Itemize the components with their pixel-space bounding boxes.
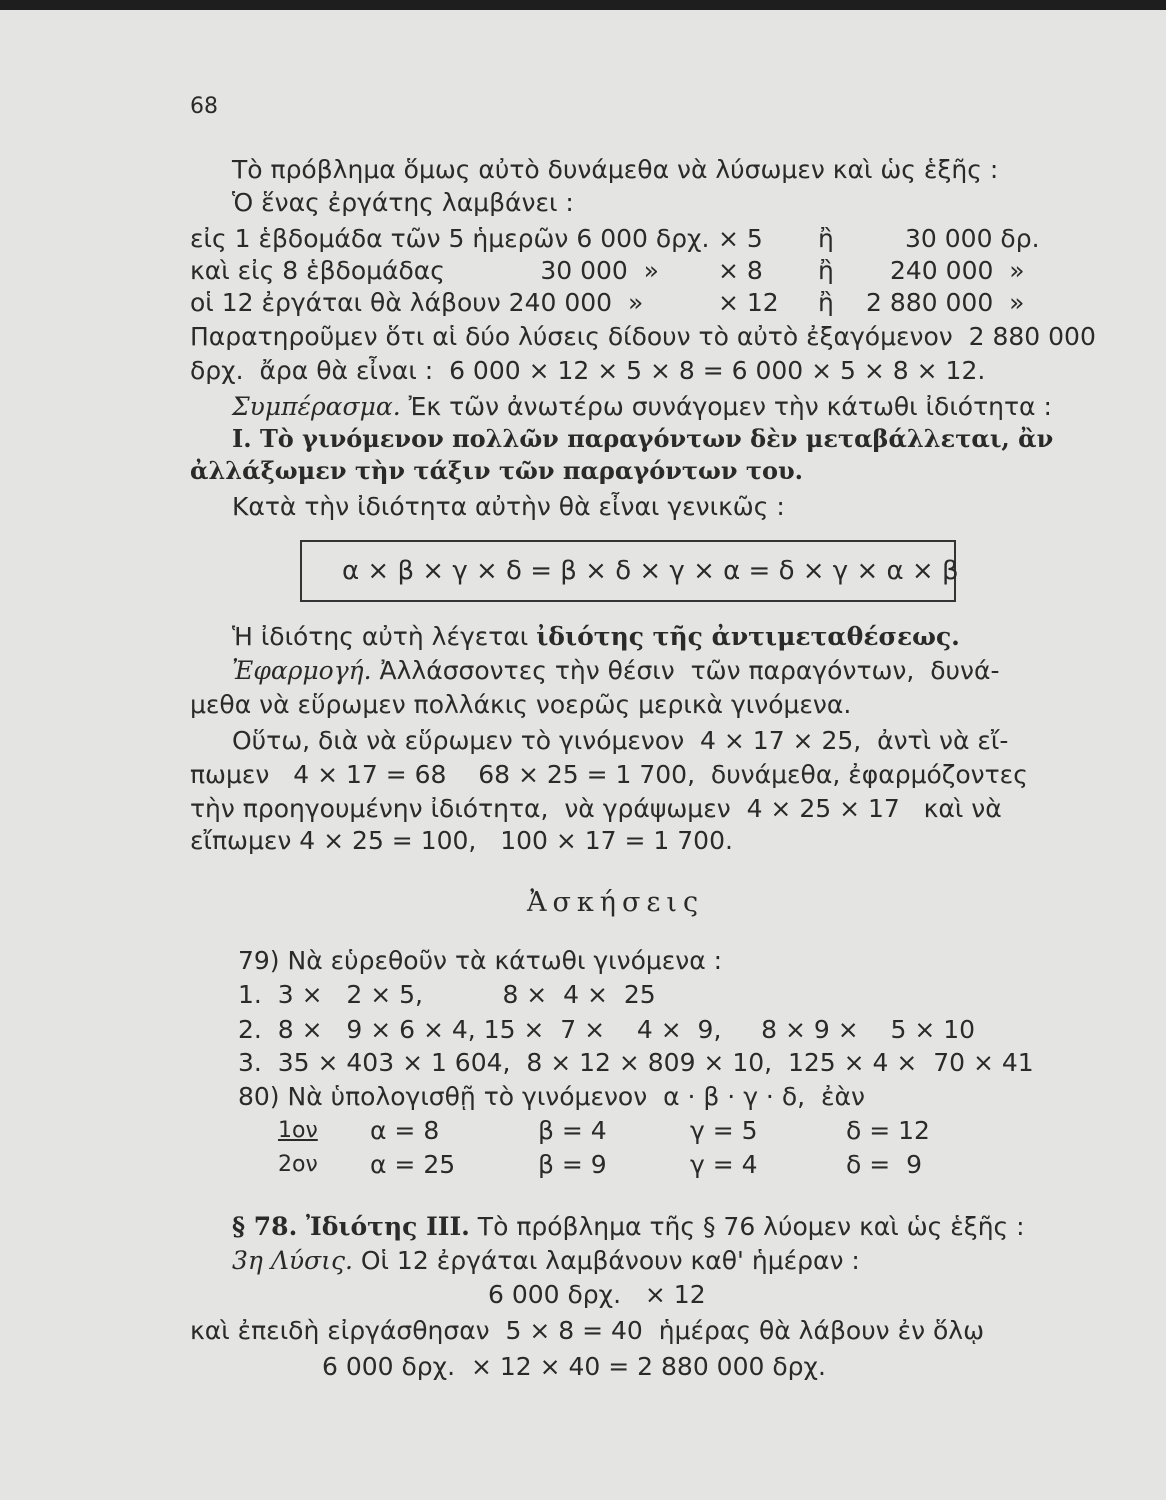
conclusion-text: Ἐκ τῶν ἀνωτέρω συνάγομεν τὴν κάτωθι ἰδιότητα : (400, 392, 1052, 421)
conclusion-label: Συμπέρασμα. (232, 392, 401, 421)
exercise-80-title: 80) Νὰ ὑπολογισθῇ τὸ γινόμενον α · β · γ · δ, ἐὰν (238, 1082, 865, 1111)
exercises-heading: Ἀσκήσεις (527, 887, 705, 918)
observe-line-1: Παρατηροῦμεν ὅτι αἱ δύο λύσεις δίδουν τὸ αὐτὸ ἐξαγόμενον 2 880 000 (190, 322, 1096, 351)
property-name-prefix: Ἡ ἰδιότης αὐτὴ λέγεται (232, 622, 537, 651)
exercise-79-item: 2. 8 × 9 × 6 × 4, 15 × 7 × 4 × 9, 8 × 9 × 5 × 10 (238, 1015, 976, 1044)
generally-line: Κατὰ τὴν ἰδιότητα αὐτὴν θὰ εἶναι γενικῶς : (232, 492, 785, 521)
value-delta: δ = 12 (846, 1116, 930, 1145)
application-line-2: μεθα νὰ εὕρωμεν πολλάκις νοερῶς μερικὰ γινόμενα. (190, 690, 852, 719)
calc-result: 2 880 000 » (866, 288, 1025, 317)
property-name: ἰδιότης τῆς ἀντιμεταθέσεως. (536, 622, 960, 651)
value-beta: β = 4 (538, 1116, 607, 1145)
final-line-3: 6 000 δρχ. × 12 × 40 = 2 880 000 δρχ. (322, 1352, 826, 1381)
value-alpha: α = 25 (370, 1150, 456, 1179)
scan-top-edge (0, 0, 1166, 10)
value-gamma: γ = 4 (690, 1150, 758, 1179)
final-line-1: 6 000 δρχ. × 12 (488, 1280, 706, 1309)
calc-text: οἱ 12 ἐργάται θὰ λάβουν 240 000 » (190, 288, 644, 317)
application-line-5: τὴν προηγουμένην ἰδιότητα, νὰ γράψωμεν 4 × 25 × 17 καὶ νὰ (190, 794, 1002, 823)
calc-result: 240 000 » (890, 256, 1025, 285)
intro-line-2: Ὁ ἕνας ἐργάτης λαμβάνει : (232, 188, 574, 217)
application-line-1 (232, 656, 999, 686)
observe-line-2: δρχ. ἄρα θὰ εἶναι : 6 000 × 12 × 5 × 8 = 6 000 × 5 × 8 × 12. (190, 356, 986, 385)
calc-eq: ἢ (818, 256, 834, 285)
page-number: 68 (190, 94, 218, 119)
solution-text: Οἱ 12 ἐργάται λαμβάνουν καθ' ἡμέραν : (352, 1246, 860, 1275)
calc-text: καὶ εἰς 8 ἑβδομάδας 30 000 » (190, 256, 659, 285)
application-text: Ἀλλάσσοντες τὴν θέσιν τῶν παραγόντων, δυνά- (371, 656, 1000, 685)
exercise-79-title: 79) Νὰ εὑρεθοῦν τὰ κάτωθι γινόμενα : (238, 946, 723, 975)
application-line-6: εἴπωμεν 4 × 25 = 100, 100 × 17 = 1 700. (190, 826, 733, 855)
calc-op: × 12 (718, 288, 779, 317)
formula: α × β × γ × δ = β × δ × γ × α = δ × γ × α × β (342, 556, 959, 586)
formula-box (300, 540, 959, 602)
calc-op: × 8 (718, 256, 763, 285)
section-text: Τὸ πρόβλημα τῆς § 76 λύομεν καὶ ὡς ἑξῆς : (469, 1212, 1025, 1241)
row-label: 1ον (278, 1118, 318, 1143)
application-line-4: πωμεν 4 × 17 = 68 68 × 25 = 1 700, δυνάμεθα, ἐφαρμόζοντες (190, 760, 1028, 789)
property-I-line-1: I. Τὸ γινόμενον πολλῶν παραγόντων δὲν μεταβάλλεται, ἂν (232, 424, 1054, 453)
calc-text: εἰς 1 ἑβδομάδα τῶν 5 ἡμερῶν 6 000 δρχ. (190, 224, 710, 253)
value-gamma: γ = 5 (690, 1116, 758, 1145)
property-I-line-2: ἀλλάξωμεν τὴν τάξιν τῶν παραγόντων του. (190, 456, 804, 485)
calc-eq: ἢ (818, 224, 834, 253)
exercise-79-item: 1. 3 × 2 × 5, 8 × 4 × 25 (238, 980, 656, 1009)
property-name-line (232, 622, 960, 652)
solution-label: 3η Λύσις. (232, 1246, 353, 1275)
intro-line-1: Τὸ πρόβλημα ὅμως αὐτὸ δυνάμεθα νὰ λύσωμεν καὶ ὡς ἑξῆς : (232, 155, 999, 184)
calc-op: × 5 (718, 224, 763, 253)
calc-result: 30 000 δρ. (905, 224, 1040, 253)
row-label: 2ον (278, 1152, 318, 1177)
conclusion (232, 392, 1052, 422)
final-line-2: καὶ ἐπειδὴ εἰργάσθησαν 5 × 8 = 40 ἡμέρας θὰ λάβουν ἐν ὅλῳ (190, 1316, 985, 1345)
exercise-79-item: 3. 35 × 403 × 1 604, 8 × 12 × 809 × 10, 125 × 4 × 70 × 41 (238, 1048, 1034, 1077)
section-78-line (232, 1212, 1025, 1242)
section-label: § 78. Ἰδιότης III. (232, 1212, 470, 1241)
application-line-3: Οὕτω, διὰ νὰ εὕρωμεν τὸ γινόμενον 4 × 17 × 25, ἀντὶ νὰ εἴ- (232, 726, 1009, 755)
value-beta: β = 9 (538, 1150, 607, 1179)
calc-eq: ἢ (818, 288, 834, 317)
solution-line (232, 1246, 860, 1276)
value-delta: δ = 9 (846, 1150, 922, 1179)
application-label: Ἐφαρμογή. (232, 656, 372, 685)
value-alpha: α = 8 (370, 1116, 440, 1145)
